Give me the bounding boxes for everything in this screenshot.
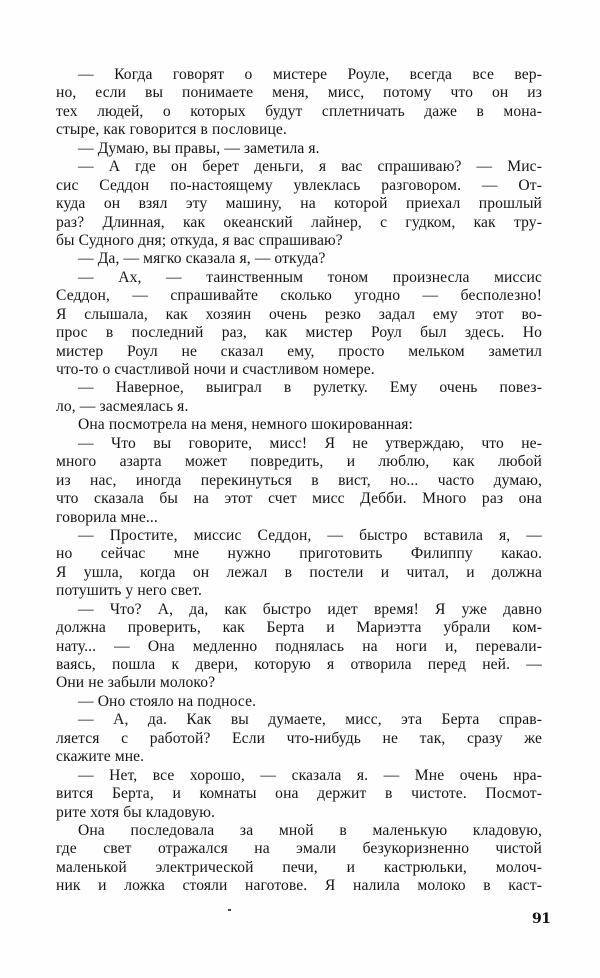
text-line: много азарта может повредить, и люблю, как любой xyxy=(56,453,542,471)
text-line: но, если вы понимаете меня, мисс, потому что он из xyxy=(56,84,542,102)
text-line: Седдон, — спрашивайте сколько угодно — бесполезно! xyxy=(56,287,542,305)
text-line: где свет отражался на эмали безукоризненно чистой xyxy=(56,840,542,858)
text-line: прос в последний раз, как мистер Роул был здесь. Но xyxy=(56,324,542,342)
text-line: — Нет, все хорошо, — сказала я. — Мне очень нра- xyxy=(78,766,542,784)
text-line: что-то о счастливой ночи и счастливом номере. xyxy=(56,361,375,378)
text-line: должна проверить, как Берта и Мариэтта убрали ком- xyxy=(56,619,542,637)
text-line: бы Судного дня; откуда, я вас спрашиваю? xyxy=(56,231,343,249)
text-line: но сейчас мне нужно приготовить Филиппу какао. xyxy=(56,545,542,563)
text-line: — Простите, миссис Седдон, — быстро вставила я, — xyxy=(78,526,542,544)
text-line: куда он взял эту машину, на которой приехал прошлый xyxy=(56,195,542,213)
text-line: — Ах, — таинственным тоном произнесла миссис xyxy=(78,268,542,286)
text-line: ляется с работой? Если что-нибудь не так, сразу же xyxy=(56,729,542,747)
text-line: — Что? А, да, как быстро идет время! Я уже давно xyxy=(78,600,542,618)
text-line: ло, — засмеялась я. xyxy=(56,397,189,415)
text-line: стыре, как говорится в пословице. xyxy=(56,121,287,139)
text-line: — А, да. Как вы думаете, мисс, эта Берта справ- xyxy=(78,711,542,729)
text-line: Она последовала за мной в маленькую кладовую, xyxy=(78,821,542,839)
text-line: скажите мне. xyxy=(56,748,145,766)
text-line: нату... — Она медленно поднялась на ноги и, перевали- xyxy=(56,637,542,655)
body-text xyxy=(56,66,542,896)
text-line: ник и ложка стояли наготове. Я налила молоко в каст- xyxy=(56,877,542,895)
text-line: — Да, — мягко сказала я, — откуда? xyxy=(78,250,326,268)
text-line: Они не забыли молоко? xyxy=(56,674,216,692)
text-line: мистер Роул не сказал ему, просто мельком заметил xyxy=(56,342,542,360)
text-line: — Что вы говорите, мисс! Я не утверждаю, что не- xyxy=(78,434,542,452)
text-line: рите хотя бы кладовую. xyxy=(56,803,215,821)
text-line: вится Берта, и комнаты она держит в чистоте. Посмот- xyxy=(56,785,542,803)
print-speck xyxy=(228,909,231,911)
text-line: раз? Длинная, как океанский лайнер, с гудком, как тру- xyxy=(56,213,542,231)
text-line: — Оно стояло на подносе. xyxy=(78,692,257,710)
text-line: тех людей, о которых будут сплетничать даже в мона- xyxy=(56,102,542,120)
text-line: — Когда говорят о мистере Роуле, всегда все вер- xyxy=(78,66,542,83)
page-number: 91 xyxy=(532,911,551,927)
text-line: говорила мне... xyxy=(56,508,158,526)
text-line: — Наверное, выиграл в рулетку. Ему очень повез- xyxy=(78,379,542,397)
text-line: Я слышала, как хозяин очень резко задал ему этот во- xyxy=(56,305,542,323)
text-line: сис Седдон по-настоящему увлеклась разговором. — От- xyxy=(56,176,542,194)
text-line: Я ушла, когда он лежал в постели и читал, и должна xyxy=(56,563,542,581)
text-line: ваясь, пошла к двери, которую я отворила перед ней. — xyxy=(56,656,542,673)
text-line: — Думаю, вы правы, — заметила я. xyxy=(78,139,320,157)
text-line: из нас, иногда перекинуться в вист, но... часто думаю, xyxy=(56,471,542,489)
text-line: Она посмотрела на меня, немного шокированная: xyxy=(78,416,413,434)
text-line: маленькой электрической печи, и кастрюльки, молоч- xyxy=(56,858,542,876)
text-line: что сказала бы на этот счет мисс Дебби. Много раз она xyxy=(56,490,542,508)
text-line: — А где он берет деньги, я вас спрашиваю? — Мис- xyxy=(78,158,542,176)
text-line: потушить у него свет. xyxy=(56,582,202,600)
